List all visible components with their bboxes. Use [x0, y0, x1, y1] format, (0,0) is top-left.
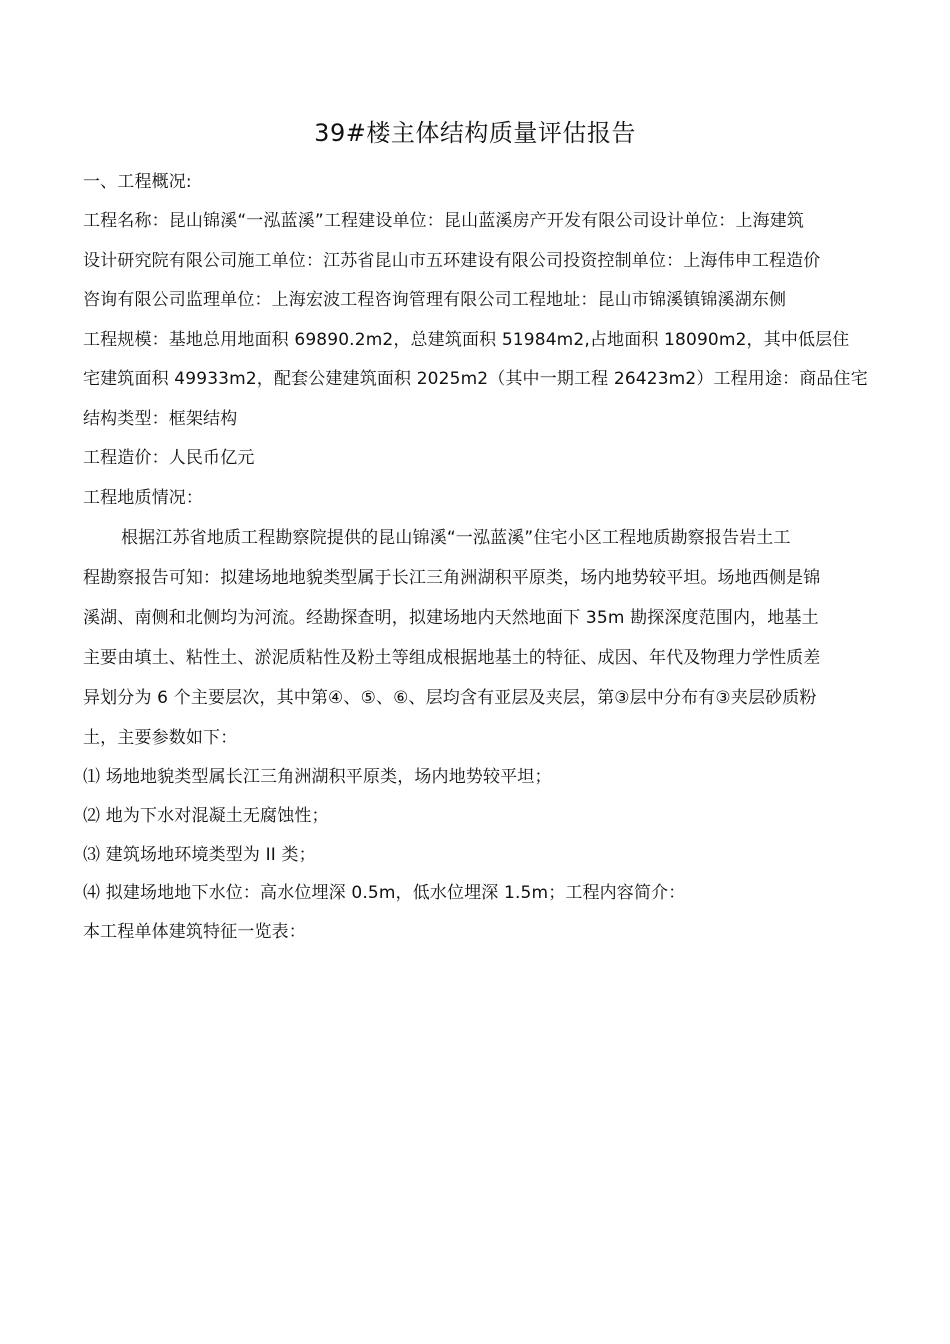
geology-line-1: 根据江苏省地质工程勘察院提供的昆山锦溪“一泓蓝溪”住宅小区工程地质勘察报告岩土工 [121, 528, 791, 548]
overview-line-2: 设计研究院有限公司施工单位：江苏省昆山市五环建设有限公司投资控制单位：上海伟申工程造价 [83, 251, 821, 271]
geology-line-4: 主要由填土、粘性土、淤泥质粘性及粉土等组成根据地基土的特征、成因、年代及物理力学性质差 [83, 648, 821, 668]
overview-line-6: 结构类型：框架结构 [83, 409, 238, 429]
param-item-2: ⑵ 地为下水对混凝土无腐蚀性； [83, 806, 329, 826]
overview-line-5: 宅建筑面积 49933m2，配套公建建筑面积 2025m2（其中一期工程 26423m2）工程用途：商品住宅 [83, 369, 868, 389]
geology-line-6: 土，主要参数如下： [83, 728, 238, 748]
overview-line-1: 工程名称：昆山锦溪“一泓蓝溪”工程建设单位：昆山蓝溪房产开发有限公司设计单位：上海建筑 [83, 211, 805, 231]
section-heading: 一、工程概况: [83, 172, 192, 192]
geology-line-2: 程勘察报告可知：拟建场地地貌类型属于长江三角洲湖积平原类，场内地势较平坦。场地西侧是锦 [83, 568, 821, 588]
overview-line-8: 工程地质情况： [83, 488, 204, 508]
overview-line-3: 咨询有限公司监理单位：上海宏波工程咨询管理有限公司工程地址：昆山市锦溪镇锦溪湖东侧 [83, 290, 787, 310]
overview-line-7: 工程造价：人民币亿元 [83, 448, 255, 468]
closing-line: 本工程单体建筑特征一览表： [83, 922, 306, 942]
param-item-3: ⑶ 建筑场地环境类型为 II 类； [83, 845, 316, 865]
overview-line-4: 工程规模：基地总用地面积 69890.2m2，总建筑面积 51984m2,占地面积 18090m2，其中低层住 [83, 330, 850, 350]
geology-line-5: 异划分为 6 个主要层次，其中第④、⑤、⑥、层均含有亚层及夹层，第③层中分布有③夹层砂质粉 [83, 688, 817, 708]
document-title: 39#楼主体结构质量评估报告 [314, 119, 636, 147]
geology-line-3: 溪湖、南侧和北侧均为河流。经勘探查明，拟建场地内天然地面下 35m 勘探深度范围内，地基土 [83, 608, 819, 628]
param-item-1: ⑴ 场地地貌类型属长江三角洲湖积平原类，场内地势较平坦； [83, 767, 552, 787]
param-item-4: ⑷ 拟建场地地下水位：高水位埋深 0.5m，低水位埋深 1.5m；工程内容简介： [83, 883, 686, 903]
